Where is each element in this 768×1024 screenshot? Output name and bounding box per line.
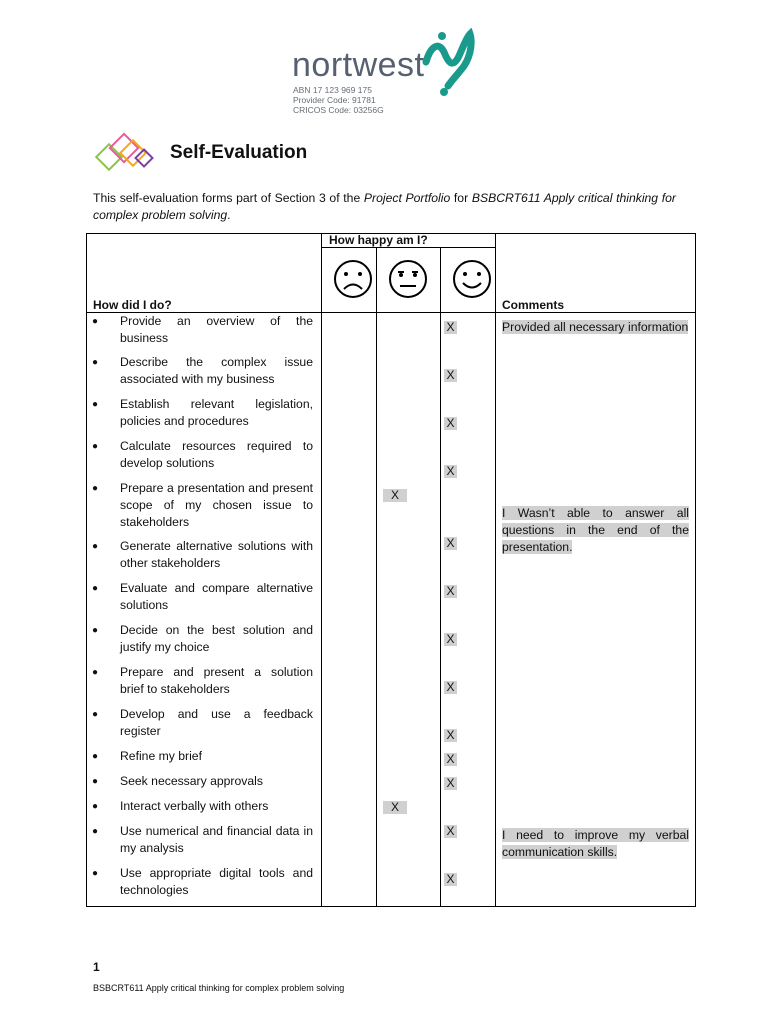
task-text: Prepare a presentation and present scope of my chosen issue to stakeholders [120,481,313,529]
abn-number: ABN 17 123 969 175 [293,85,372,95]
task-text: Refine my brief [120,749,202,763]
rating-mark: X [383,801,407,814]
rating-mark: X [444,681,457,694]
task-text: Evaluate and compare alternative solutions [120,581,313,612]
comments-header: Comments [502,298,565,312]
rating-mark: X [444,873,457,886]
rating-mark: X [444,825,457,838]
task-text: Generate alternative solutions with other stakeholders [120,539,313,570]
rating-mark: X [444,585,457,598]
task-text: Develop and use a feedback register [120,707,313,738]
how-happy-header: How happy am I? [329,233,428,247]
task-text: Use numerical and financial data in my analysis [120,824,313,855]
task-text: Provide an overview of the business [120,314,313,345]
logo-wordmark: nortwest [292,46,425,84]
cricos-code: CRICOS Code: 03256G [293,105,384,115]
task-text: Interact verbally with others [120,799,269,813]
task-text: Use appropriate digital tools and technologies [120,866,313,897]
rating-mark: X [444,753,457,766]
sad-face-icon [333,259,373,299]
how-did-i-do-header: How did I do? [93,298,172,312]
nortwest-logo [292,28,492,120]
rating-mark: X [444,465,457,478]
page-title: Self-Evaluation [170,142,308,163]
footer-text: BSBCRT611 Apply critical thinking for complex problem solving [93,983,345,993]
task-text: Establish relevant legislation, policies and procedures [120,397,313,428]
task-text: Describe the complex issue associated with my business [120,355,313,386]
comment-text: I Wasn’t able to answer all questions in the end of the presentation. [502,506,689,554]
happy-face-icon [452,259,492,299]
task-text: Calculate resources required to develop solutions [120,439,313,470]
rating-mark: X [444,729,457,742]
rating-mark: X [444,321,457,334]
comment-text: Provided all necessary information [502,320,689,334]
page-number: 1 [93,960,100,974]
rating-mark: X [383,489,407,502]
rating-mark: X [444,777,457,790]
logo-meta [293,85,384,115]
unit-name: BSBCRT611 Apply critical thinking for complex problem solving [93,191,676,222]
intro-paragraph: This self-evaluation forms part of Section 3 of the Project Portfolio for BSBCRT611 Apply critical thinking for complex problem solving. [93,191,676,222]
project-portfolio-ref: Project Portfolio [363,191,451,205]
logo-swoosh-icon [422,28,482,100]
diamonds-icon [92,130,158,176]
task-text: Prepare and present a solution brief to stakeholders [120,665,313,696]
rating-mark: X [444,633,457,646]
provider-code: Provider Code: 91781 [293,95,376,105]
neutral-face-icon [388,259,428,299]
rating-mark: X [444,369,457,382]
task-text: Seek necessary approvals [120,774,263,788]
rating-mark: X [444,417,457,430]
task-text: Decide on the best solution and justify my choice [120,623,313,654]
comment-text: I need to improve my verbal communication skills. [502,828,689,859]
rating-mark: X [444,537,457,550]
